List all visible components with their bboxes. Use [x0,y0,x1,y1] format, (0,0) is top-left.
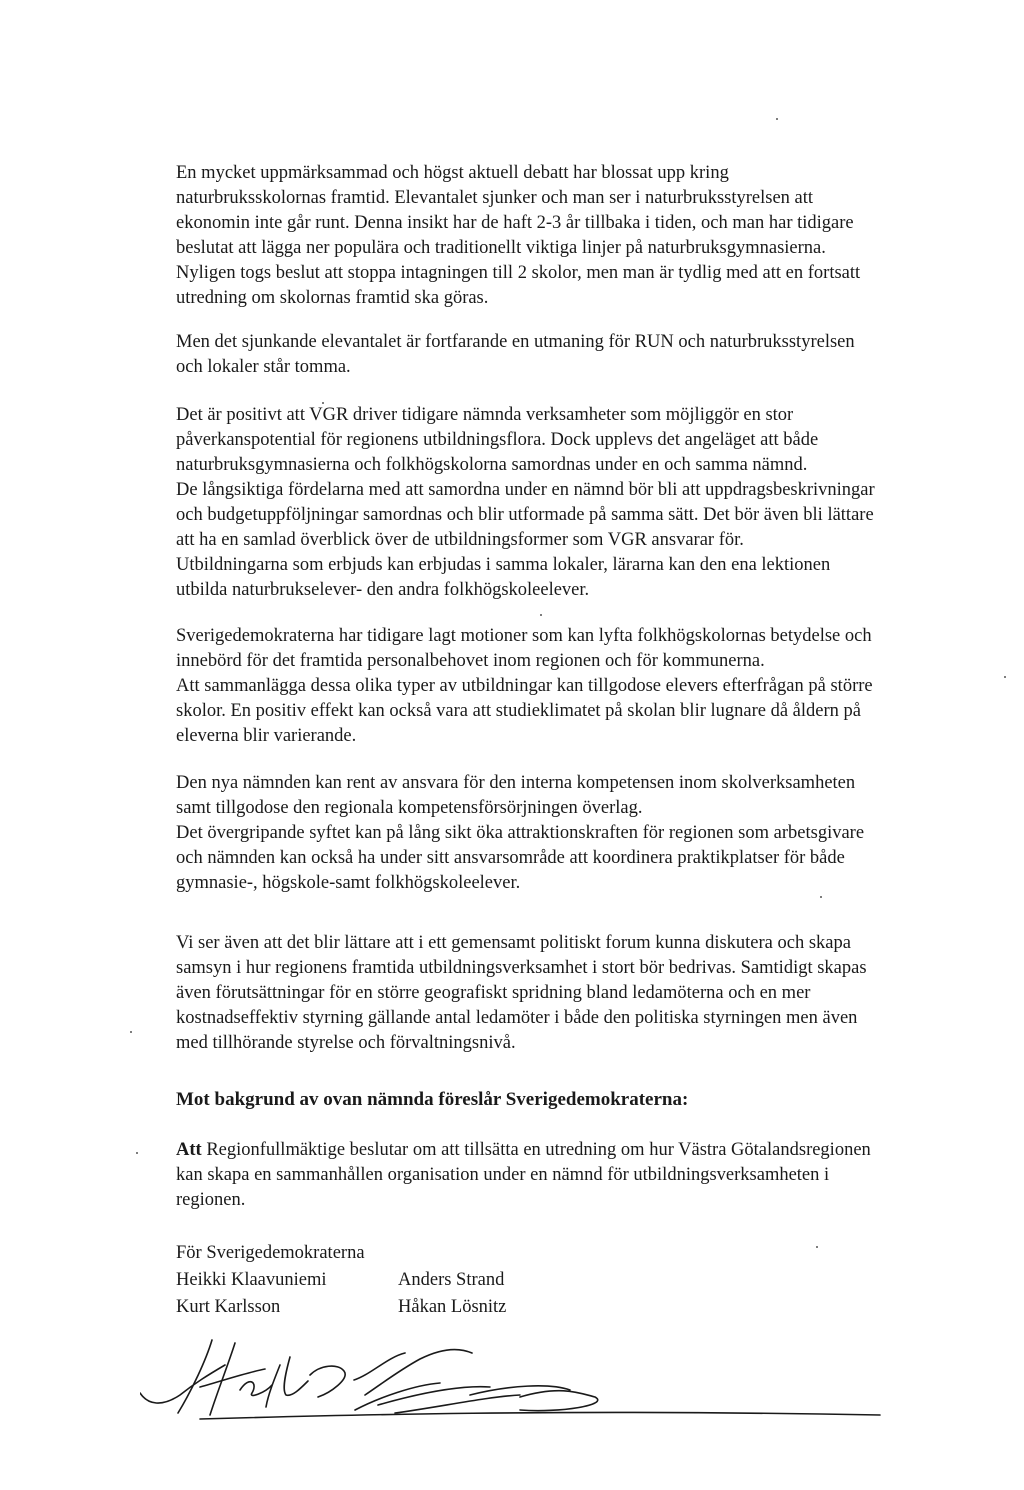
signatory-name: Håkan Lösnitz [398,1297,507,1317]
text-line: samsyn i hur regionens framtida utbildningsverksamhet i stort bör bedrivas. Samtidigt skapas [176,958,867,978]
signatory-name: Heikki Klaavuniemi [176,1270,327,1290]
text-line: beslutat att lägga ner populära och traditionellt viktiga linjer på naturbruksgymnasierna. [176,238,826,258]
text-line: samt tillgodose den regionala kompetensförsörjningen överlag. [176,798,643,818]
proposal-line-text: Regionfullmäktige beslutar om att tillsätta en utredning om hur Västra Götalandsregionen [201,1140,871,1160]
text-line: ekonomin inte går runt. Denna insikt har de haft 2-3 år tillbaka i tiden, och man har tidigare [176,213,854,233]
paragraph-5 [176,771,976,896]
text-line: och budgetuppföljningar samordnas och blir utformade på samma sätt. Det bör även bli lättare [176,505,874,525]
text-line: kan skapa en sammanhållen organisation under en nämnd för utbildningsverksamheten i [176,1165,830,1185]
text-line: Det är positivt att VGR driver tidigare nämnda verksamheter som möjliggör en stor [176,405,794,425]
proposal-lead: Att [176,1140,202,1160]
scan-speck [540,614,542,616]
paragraph-6 [176,931,976,1056]
text-line: Den nya nämnden kan rent av ansvara för den interna kompetensen inom skolverksamheten [176,773,856,793]
text-line: Nyligen togs beslut att stoppa intagningen till 2 skolor, men man är tydlig med att en fortsatt [176,263,861,283]
paragraph-3 [176,403,976,603]
text-line: att ha en samlad överblick över de utbildningsformer som VGR ansvarar för. [176,530,744,550]
text-line: eleverna blir varierande. [176,726,357,746]
text-line: Men det sjunkande elevantalet är fortfarande en utmaning för RUN och naturbruksstyrelsen [176,332,855,352]
proposal-heading [176,1087,976,1112]
text-line: och lokaler står tomma. [176,357,351,377]
text-line: kostnadseffektiv styrning gällande antal ledamöter i både den politiska styrningen men även [176,1008,858,1028]
scan-speck [776,118,778,120]
scan-speck [322,402,324,404]
text-line: gymnasie-, högskole-samt folkhögskoleelever. [176,873,521,893]
signatory-row [176,1294,506,1321]
signatory-party [176,1240,506,1267]
text-line: skolor. En positiv effekt kan också vara att studieklimatet på skolan blir lugnare då åldern på [176,701,861,721]
scan-speck [130,1031,132,1033]
signatory-row [176,1267,506,1294]
text-line: och nämnden kan också ha under sitt ansvarsområde att koordinera praktikplatser för både [176,848,845,868]
text-line: innebörd för det framtida personalbehovet inom regionen och för kommunerna. [176,651,765,671]
signatories-block [176,1240,506,1321]
text-line: utbilda naturbrukselever- den andra folkhögskoleelever. [176,580,590,600]
text-line: regionen. [176,1190,246,1210]
text-line: En mycket uppmärksammad och högst aktuell debatt har blossat upp kring [176,163,729,183]
scan-speck [136,1152,138,1154]
text-line: naturbruksgymnasierna och folkhögskolorna samordnas under en och samma nämnd. [176,455,808,475]
text-line: påverkanspotential för regionens utbildningsflora. Dock upplevs det angeläget att både [176,430,819,450]
text-line: även förutsättningar för en större geografiskt spridning bland ledamöterna och en mer [176,983,811,1003]
text-line: utredning om skolornas framtid ska göras. [176,288,489,308]
text-line: De långsiktiga fördelarna med att samordna under en nämnd bör bli att uppdragsbeskrivningar [176,480,875,500]
scan-speck [816,1246,818,1248]
paragraph-2 [176,330,976,380]
party-name: För Sverigedemokraterna [176,1243,365,1263]
scan-speck [1004,676,1006,678]
text-line: Att sammanlägga dessa olika typer av utbildningar kan tillgodose elevers efterfrågan på större [176,676,873,696]
text-line: Sverigedemokraterna har tidigare lagt motioner som kan lyfta folkhögskolornas betydelse och [176,626,872,646]
text-line: naturbruksskolornas framtid. Elevantalet sjunker och man ser i naturbruksstyrelsen att [176,188,814,208]
paragraph-1 [176,161,976,311]
proposal-heading-text: Mot bakgrund av ovan nämnda föreslår Sverigedemokraterna: [176,1089,689,1110]
proposal-paragraph [176,1138,976,1213]
text-line: Det övergripande syftet kan på lång sikt öka attraktionskraften för regionen som arbetsgivare [176,823,865,843]
signatory-name: Anders Strand [398,1270,505,1290]
paragraph-4 [176,624,976,749]
text-line: Vi ser även att det blir lättare att i ett gemensamt politiskt forum kunna diskutera och skapa [176,933,851,953]
text-line [176,1138,976,1163]
signatory-name: Kurt Karlsson [176,1297,281,1317]
handwritten-signature [140,1335,900,1425]
text-line: Utbildningarna som erbjuds kan erbjudas i samma lokaler, lärarna kan den ena lektionen [176,555,831,575]
scan-speck [820,896,822,898]
text-line: med tillhörande styrelse och förvaltningsnivå. [176,1033,516,1053]
